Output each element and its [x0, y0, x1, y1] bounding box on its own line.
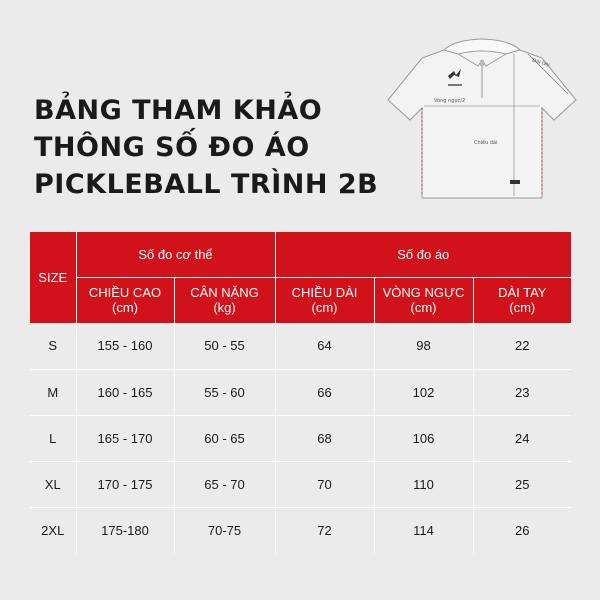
- table-row: [30, 415, 571, 461]
- table-row: [30, 323, 571, 369]
- table-row: [30, 461, 571, 507]
- chest-cell: 106: [374, 415, 473, 461]
- size-cell: XL: [30, 461, 76, 507]
- height-cell: 160 - 165: [76, 369, 174, 415]
- chest-cell: 114: [374, 507, 473, 553]
- chest-cell: 102: [374, 369, 473, 415]
- weight-column-header: CÂN NẶNG (kg): [174, 277, 275, 323]
- sleeve-cell: 26: [515, 522, 530, 538]
- table-row: [30, 369, 571, 415]
- size-cell: M: [30, 369, 76, 415]
- chest-measure-label: Vòng ngực/2: [434, 98, 466, 104]
- size-chart-table: [30, 232, 571, 553]
- length-measure-label: Chiều dài: [474, 140, 498, 146]
- height-cell: 155 - 160: [76, 323, 174, 369]
- sleeve-cell: 25: [473, 461, 571, 507]
- length-cell: 72: [275, 507, 374, 553]
- shirt-diagram: [382, 28, 582, 203]
- size-column-header: SIZE: [30, 232, 76, 323]
- weight-cell: 55 - 60: [174, 369, 275, 415]
- weight-cell: 50 - 55: [174, 323, 275, 369]
- length-cell: 66: [275, 369, 374, 415]
- sleeve-cell: 22: [473, 323, 571, 369]
- size-cell: L: [30, 415, 76, 461]
- page-title: [34, 92, 394, 203]
- sleeve-measure-label: Dài tay: [531, 57, 551, 69]
- weight-cell: 70-75: [174, 507, 275, 553]
- weight-cell: 60 - 65: [174, 415, 275, 461]
- length-cell: 68: [275, 415, 374, 461]
- height-column-header: CHIỀU CAO (cm): [76, 277, 174, 323]
- shirt-measurements-header: Số đo áo: [275, 232, 571, 277]
- height-cell: 165 - 170: [76, 415, 174, 461]
- title-line-3: PICKLEBALL TRÌNH 2B: [34, 169, 379, 200]
- size-cell: S: [30, 323, 76, 369]
- height-cell: 170 - 175: [76, 461, 174, 507]
- title-line-2: THÔNG SỐ ĐO ÁO: [34, 132, 310, 163]
- weight-cell: 65 - 70: [174, 461, 275, 507]
- chest-cell: 98: [374, 323, 473, 369]
- length-column-header: CHIỀU DÀI (cm): [275, 277, 374, 323]
- height-cell: 175-180: [76, 507, 174, 553]
- sleeve-cell: 23: [473, 369, 571, 415]
- length-cell: 64: [275, 323, 374, 369]
- size-cell: 2XL: [30, 507, 76, 553]
- sleeve-column-header: DÀI TAY (cm): [473, 277, 571, 323]
- polo-shirt-illustration: [382, 28, 582, 203]
- title-line-1: BẢNG THAM KHẢO: [34, 95, 323, 126]
- body-measurements-header: Số đo cơ thể: [76, 232, 275, 277]
- chest-cell: 110: [374, 461, 473, 507]
- sleeve-cell: 24: [473, 415, 571, 461]
- table-row: [30, 507, 571, 553]
- length-cell: 70: [275, 461, 374, 507]
- chest-column-header: VÒNG NGỰC (cm): [374, 277, 473, 323]
